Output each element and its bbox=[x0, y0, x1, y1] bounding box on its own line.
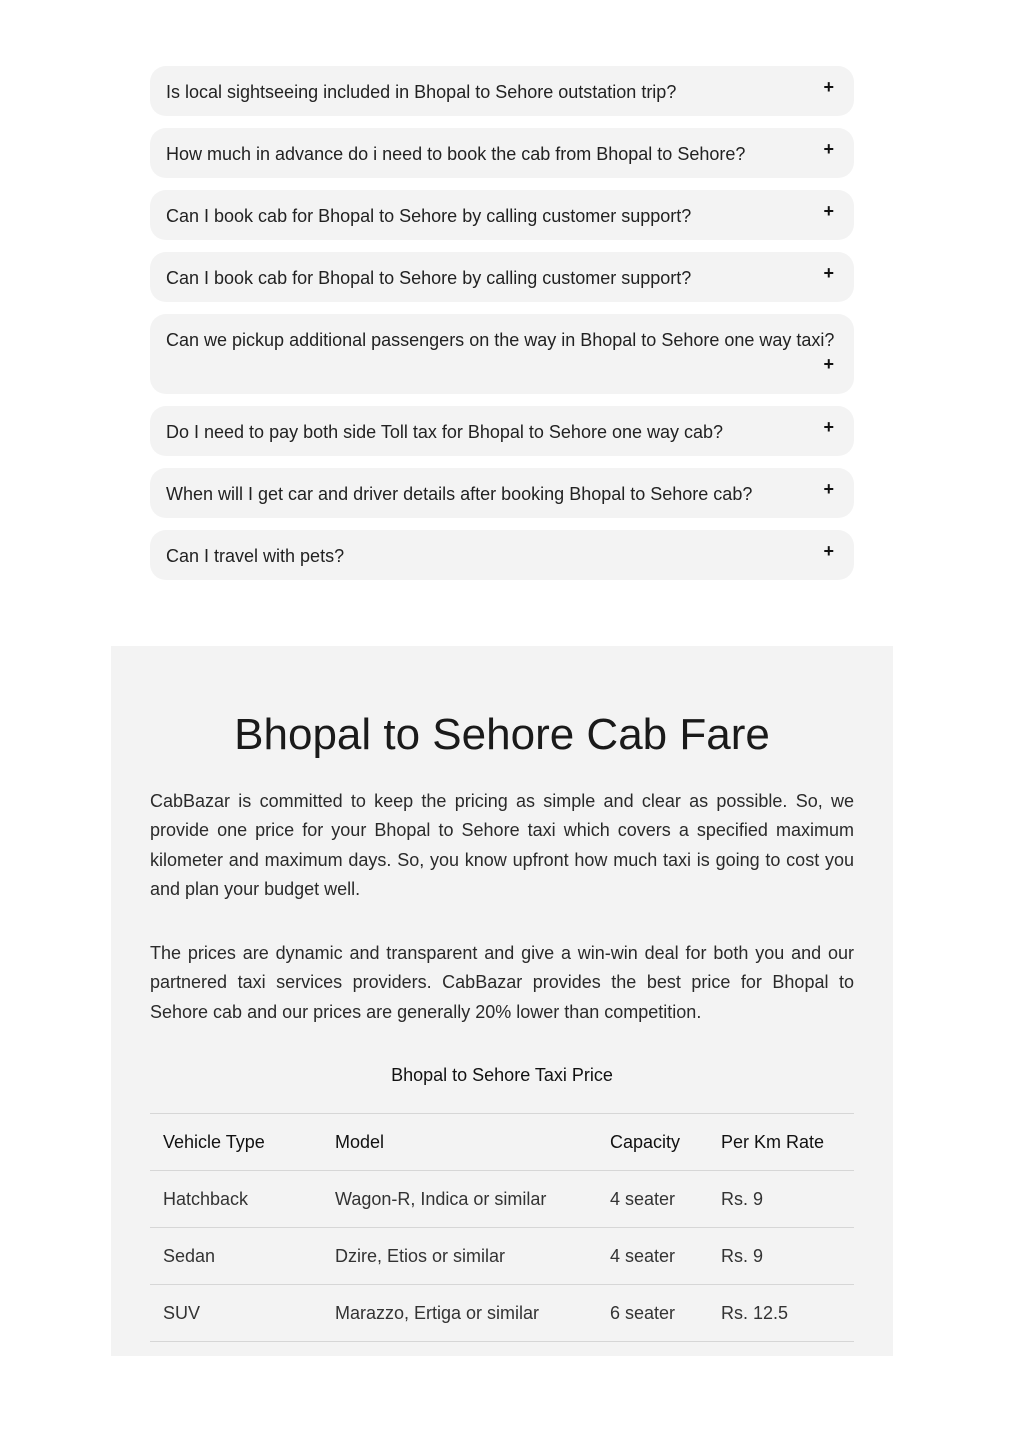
fare-section bbox=[111, 646, 893, 1356]
expand-plus-icon[interactable]: + bbox=[823, 139, 834, 159]
fare-pricing-paragraph: The prices are dynamic and transparent and give a win-win deal for both you and our partnered taxi services providers. CabBazar provides the best price for Bhopal to Sehore cab and our prices are generally 20% lower than competition. bbox=[150, 943, 854, 1022]
faq-item[interactable] bbox=[150, 406, 854, 456]
table-row bbox=[150, 1171, 854, 1228]
table-row bbox=[150, 1228, 854, 1285]
vehicle-type-cell: Hatchback bbox=[150, 1171, 322, 1228]
rate-cell: Rs. 9 bbox=[708, 1228, 854, 1285]
vehicle-type-cell: SUV bbox=[150, 1285, 322, 1342]
expand-plus-icon[interactable]: + bbox=[823, 201, 834, 221]
price-table bbox=[150, 1113, 854, 1342]
rate-cell: Rs. 9 bbox=[708, 1171, 854, 1228]
faq-question: Can I travel with pets? bbox=[166, 546, 345, 566]
faq-question: Can I book cab for Bhopal to Sehore by calling customer support? bbox=[166, 206, 692, 226]
faq-question: How much in advance do i need to book the cab from Bhopal to Sehore? bbox=[166, 144, 746, 164]
expand-plus-icon[interactable]: + bbox=[823, 77, 834, 97]
faq-item[interactable] bbox=[150, 128, 854, 178]
faq-question: Do I need to pay both side Toll tax for Bhopal to Sehore one way cab? bbox=[166, 422, 724, 442]
vehicle-type-cell: Sedan bbox=[150, 1228, 322, 1285]
faq-question: When will I get car and driver details after booking Bhopal to Sehore cab? bbox=[166, 484, 753, 504]
column-header: Per Km Rate bbox=[708, 1114, 854, 1171]
rate-cell: Rs. 12.5 bbox=[708, 1285, 854, 1342]
faq-item[interactable] bbox=[150, 314, 854, 394]
expand-plus-icon[interactable]: + bbox=[823, 417, 834, 437]
fare-intro-paragraph: CabBazar is committed to keep the pricing as simple and clear as possible. So, we provide one price for your Bhopal to Sehore taxi which covers a specified maximum kilometer and maximum days. So, you know upfront how much taxi is going to cost you and plan your budget well. bbox=[150, 791, 854, 899]
faq-question: Can I book cab for Bhopal to Sehore by calling customer support? bbox=[166, 268, 692, 288]
capacity-cell: 4 seater bbox=[597, 1228, 708, 1285]
expand-plus-icon[interactable]: + bbox=[823, 263, 834, 283]
model-cell: Marazzo, Ertiga or similar bbox=[322, 1285, 597, 1342]
faq-item[interactable] bbox=[150, 252, 854, 302]
model-cell: Wagon-R, Indica or similar bbox=[322, 1171, 597, 1228]
table-caption: Bhopal to Sehore Taxi Price bbox=[391, 1065, 613, 1085]
column-header: Vehicle Type bbox=[150, 1114, 322, 1171]
expand-plus-icon[interactable]: + bbox=[823, 354, 834, 374]
column-header: Capacity bbox=[597, 1114, 708, 1171]
faq-question: Can we pickup additional passengers on the way in Bhopal to Sehore one way taxi? bbox=[166, 330, 835, 350]
capacity-cell: 4 seater bbox=[597, 1171, 708, 1228]
faq-question: Is local sightseeing included in Bhopal to Sehore outstation trip? bbox=[166, 82, 677, 102]
capacity-cell: 6 seater bbox=[597, 1285, 708, 1342]
faq-item[interactable] bbox=[150, 530, 854, 580]
table-header-row bbox=[150, 1114, 854, 1171]
section-title: Bhopal to Sehore Cab Fare bbox=[234, 710, 770, 759]
faq-item[interactable] bbox=[150, 190, 854, 240]
table-row bbox=[150, 1285, 854, 1342]
faq-item[interactable] bbox=[150, 468, 854, 518]
faq-list bbox=[150, 66, 854, 592]
expand-plus-icon[interactable]: + bbox=[823, 479, 834, 499]
faq-item[interactable] bbox=[150, 66, 854, 116]
expand-plus-icon[interactable]: + bbox=[823, 541, 834, 561]
model-cell: Dzire, Etios or similar bbox=[322, 1228, 597, 1285]
column-header: Model bbox=[322, 1114, 597, 1171]
